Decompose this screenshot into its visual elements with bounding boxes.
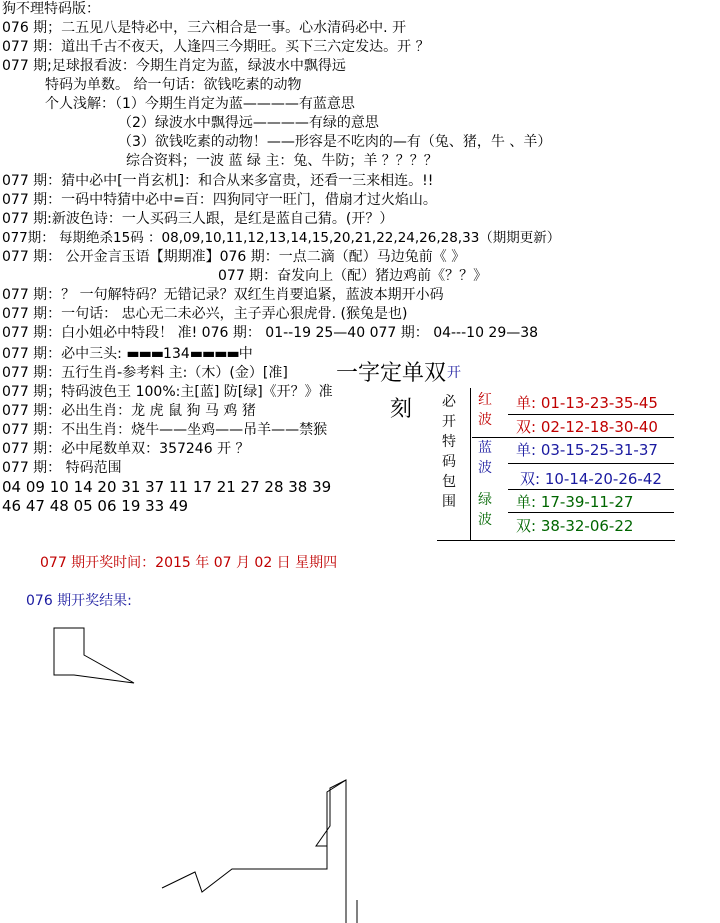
headline: 一字定单双: [336, 361, 447, 386]
line-9: 077 期：猜中必中[一肖玄机]：和合从来多富贵，还看一三来相连。!!: [2, 173, 434, 189]
green-double: 双: 38-32-06-22: [516, 517, 634, 535]
line-10: 077 期：一码中特猜中必中=百：四狗同守一旺门，借扇才过火焰山。: [2, 192, 437, 208]
line-13: 077 期： 公开金言玉语【期期准】076 期：一点二滴（配）马边兔前《 》: [2, 249, 466, 265]
line-8: 综合资料；一波 蓝 绿 主：兔、牛防；羊 ？？？？: [126, 153, 438, 169]
santou-suffix: 中: [238, 346, 253, 362]
header-title: 狗不理特码版：: [2, 1, 100, 17]
zigzag-outline: [316, 780, 346, 869]
green-single: 单: 17-39-11-27: [516, 493, 634, 511]
box-vertical-text: 必 开 特 码 包 围: [442, 394, 456, 510]
santou-value: 134: [163, 346, 190, 362]
line-23: 077 期：必中尾数单双：357246 开 ？: [2, 441, 250, 457]
red-double: 双: 02-12-18-30-40: [516, 418, 658, 436]
line-3: 077 期;足球报看波：今期生肖定为蓝，绿波水中飘得远: [2, 58, 346, 74]
red-single: 单: 01-13-23-35-45: [516, 394, 658, 412]
speech-bubble-outline: [54, 628, 134, 683]
blue-single: 单: 03-15-25-31-37: [516, 441, 658, 459]
line-20: 077 期；特码波色王 100%:主[蓝] 防[绿]《开？》准: [2, 384, 333, 400]
range-numbers-2: 46 47 48 05 06 19 33 49: [2, 497, 189, 515]
blue-wave-label: 蓝 波: [478, 440, 492, 476]
line-19: 077 期：五行生肖-参考料 主:（木）(金）[准]: [2, 365, 288, 381]
line-7: （3）欲钱吃素的动物！——形容是不吃肉的—有（兔、猪，牛 、羊）: [118, 134, 552, 150]
line-12: 077期： 每期绝杀15码 ：08,09,10,11,12,13,14,15,20,21,22,24,26,28,33（期期更新）: [2, 230, 561, 246]
santou-label: 077 期：必中三头:: [2, 346, 122, 362]
line-22: 077 期：不出生肖：烧牛——坐鸡——吊羊——禁猴: [2, 422, 328, 438]
line-4: 特码为单数。 给一句话：欲钱吃素的动物: [45, 77, 302, 93]
line-2: 077 期：道出千古不夜天，人逢四三今期旺。买下三六定发达。开 ？: [2, 39, 430, 55]
line-14: 077 期：奋发向上（配）猪边鸡前《？？》: [218, 268, 488, 284]
santou-bars-right: ▬▬▬▬: [189, 346, 239, 362]
line-6: （2）绿波水中飘得远————有绿的意思: [118, 115, 379, 131]
staircase-outline: [162, 780, 346, 923]
line-1: 076 期；二五见八是特必中，三六相合是一事。心水清码必中. 开: [2, 20, 407, 36]
result-label: 076 期开奖结果:: [26, 593, 132, 609]
range-numbers-1: 04 09 10 14 20 31 37 11 17 21 27 28 38 39: [2, 478, 332, 496]
red-wave-label: 红 波: [478, 392, 492, 428]
kai-label: 开: [447, 365, 461, 381]
line-17: 077 期：白小姐必中特段！ 准! 076 期： 01--19 25—40 077 期： 04---10 29—38: [2, 325, 539, 341]
line-11: 077 期:新波色诗：一人买码三人跟，是红是蓝自己猜。(开？）: [2, 211, 394, 227]
line-15: 077 期：？ 一句解特码？无错记录？双红生肖要追紧，蓝波本期开小码: [2, 287, 444, 303]
green-wave-label: 绿 波: [478, 492, 492, 528]
santou-bars-left: ▬▬▬: [126, 346, 164, 362]
line-16: 077 期：一句话： 忠心无二未必兴，主子弄心狠虎骨. (猴兔是也): [2, 306, 408, 322]
headline-2: 刻: [390, 397, 413, 422]
line-21: 077 期：必出生肖：龙 虎 鼠 狗 马 鸡 猪: [2, 403, 256, 419]
draw-time: 077 期开奖时间：2015 年 07 月 02 日 星期四: [40, 555, 338, 571]
line-5: 个人浅解：（1）今期生肖定为蓝————有蓝意思: [45, 96, 355, 112]
line-24: 077 期： 特码范围: [2, 460, 122, 476]
blue-double: 双: 10-14-20-26-42: [520, 470, 662, 488]
